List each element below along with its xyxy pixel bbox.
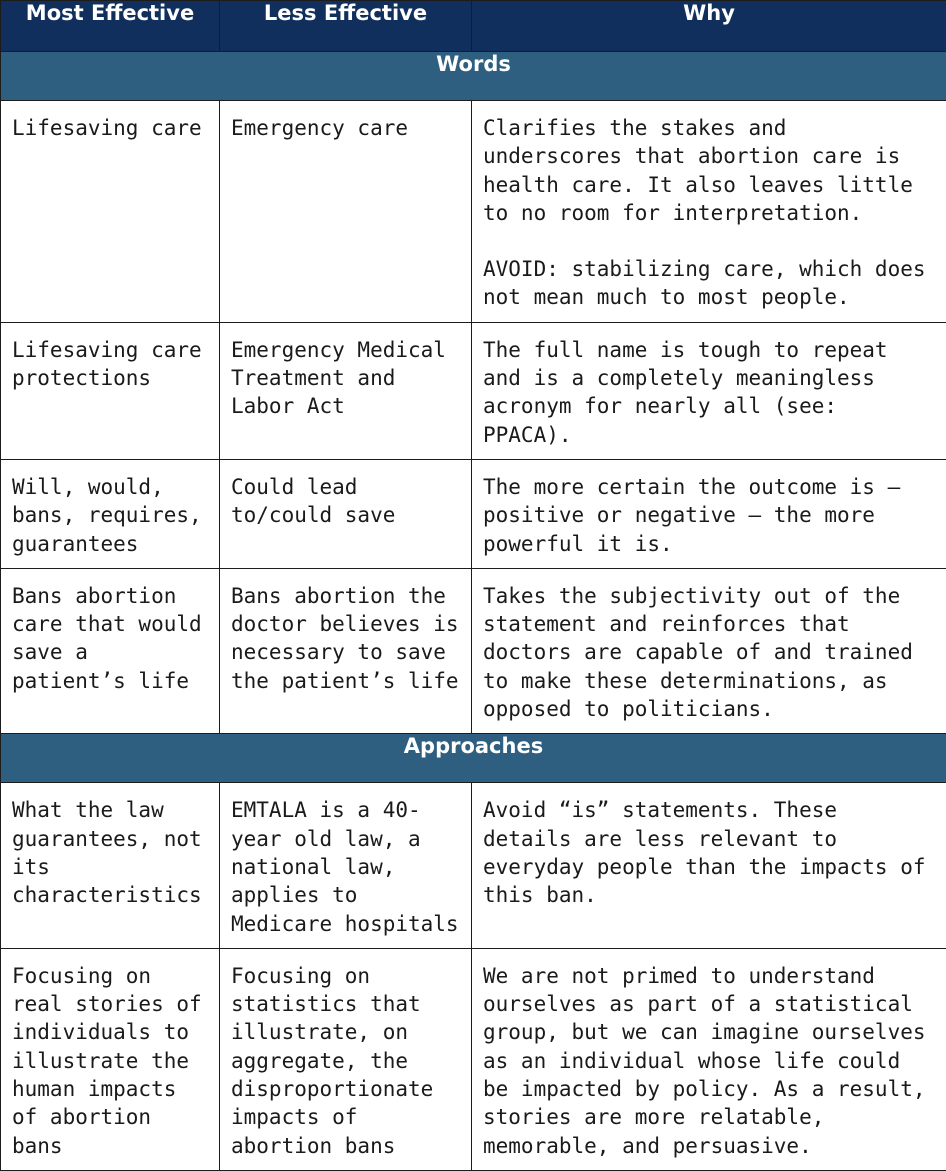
cell-less-effective: Emergency care [220,101,472,323]
cell-less-effective: Could lead to/could save [220,459,472,568]
header-row [1,1,946,52]
header-less-effective: Less Effective [220,1,472,52]
cell-why: Avoid “is” statements. These details are less relevant to everyday people than the impacts of this ban. [472,783,946,948]
table-row [1,948,946,1170]
cell-most-effective: Focusing on real stories of individuals to illustrate the human impacts of abortion bans [1,948,220,1170]
why-avoid-note: AVOID: stabilizing care, which does not mean much to most people. [483,255,936,312]
why-text: Clarifies the stakes and underscores that abortion care is health care. It also leaves little to no room for interpretation. [483,114,936,227]
section-row-words [1,52,946,101]
cell-why: The full name is tough to repeat and is a completely meaningless acronym for nearly all (see: PPACA). [472,322,946,459]
header-most-effective: Most Effective [1,1,220,52]
table-row [1,459,946,568]
table-row [1,568,946,733]
cell-why: Takes the subjectivity out of the statement and reinforces that doctors are capable of and trained to make these determinations, as opposed to politicians. [472,568,946,733]
cell-most-effective: Lifesaving care protections [1,322,220,459]
cell-why: The more certain the outcome is – positive or negative – the more powerful it is. [472,459,946,568]
table-row [1,783,946,948]
section-row-approaches [1,734,946,783]
cell-most-effective: Bans abortion care that would save a patient’s life [1,568,220,733]
section-title-approaches: Approaches [1,734,946,783]
cell-why: We are not primed to understand ourselves as part of a statistical group, but we can imagine ourselves as an individual whose life could be impacted by policy. As a result, stories are more relatable, memorable, and persuasive. [472,948,946,1170]
cell-less-effective: EMTALA is a 40-year old law, a national law, applies to Medicare hospitals [220,783,472,948]
cell-most-effective: Lifesaving care [1,101,220,323]
cell-less-effective: Focusing on statistics that illustrate, on aggregate, the disproportionate impacts of abortion bans [220,948,472,1170]
cell-why [472,101,946,323]
cell-less-effective: Bans abortion the doctor believes is necessary to save the patient’s life [220,568,472,733]
table-row [1,322,946,459]
table-row [1,101,946,323]
cell-less-effective: Emergency Medical Treatment and Labor Act [220,322,472,459]
header-why: Why [472,1,946,52]
cell-most-effective: Will, would, bans, requires, guarantees [1,459,220,568]
cell-most-effective: What the law guarantees, not its characteristics [1,783,220,948]
section-title-words: Words [1,52,946,101]
